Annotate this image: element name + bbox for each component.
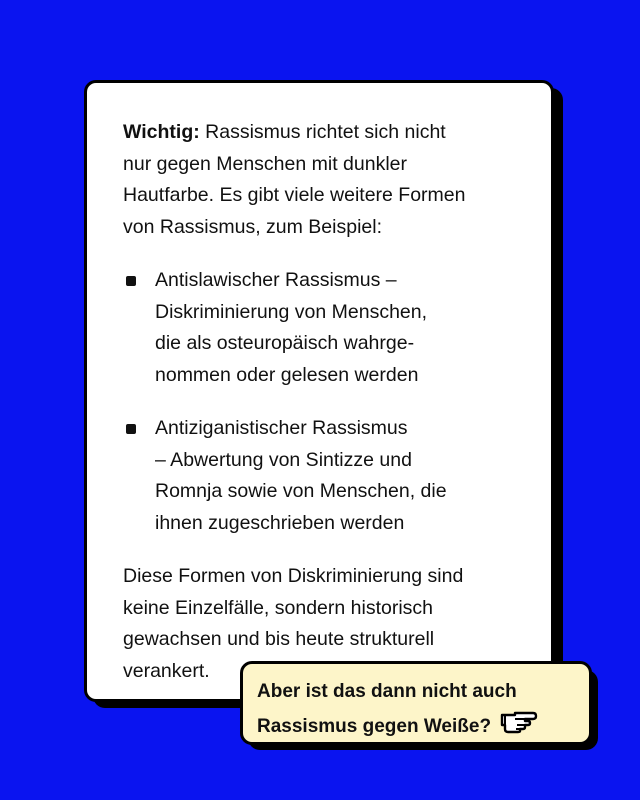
bullet-list <box>123 265 515 539</box>
list-item-text: Antislawischer Rassismus – Diskriminierung von Menschen, die als osteuropäisch wahrge- nommen oder gelesen werden <box>155 269 428 386</box>
list-item <box>123 265 515 391</box>
bullet-icon <box>126 424 136 434</box>
info-card <box>84 80 554 702</box>
callout-line-2-text: Rassismus gegen Weiße? <box>257 716 492 738</box>
intro-paragraph <box>123 117 515 243</box>
pointing-hand-icon <box>499 704 539 744</box>
list-item-text: Antiziganistischer Rassismus – Abwertung von Sintizze und Romnja sowie von Menschen, die ihnen zugeschrieben werden <box>155 417 447 534</box>
intro-text: Rassismus richtet sich nicht nur gegen Menschen mit dunkler Hautfarbe. Es gibt viele weitere Formen von Rassismus, zum Beispiel: <box>123 121 466 238</box>
outro-paragraph: Diese Formen von Diskriminierung sind keine Einzelfälle, sondern historisch gewachsen und bis heute strukturell verankert. <box>123 565 464 682</box>
callout-line-1: Aber ist das dann nicht auch <box>257 681 517 702</box>
callout-line-2 <box>257 707 575 747</box>
list-item <box>123 413 515 539</box>
intro-bold-label: Wichtig: <box>123 121 200 143</box>
bullet-icon <box>126 276 136 286</box>
question-callout <box>240 661 592 745</box>
